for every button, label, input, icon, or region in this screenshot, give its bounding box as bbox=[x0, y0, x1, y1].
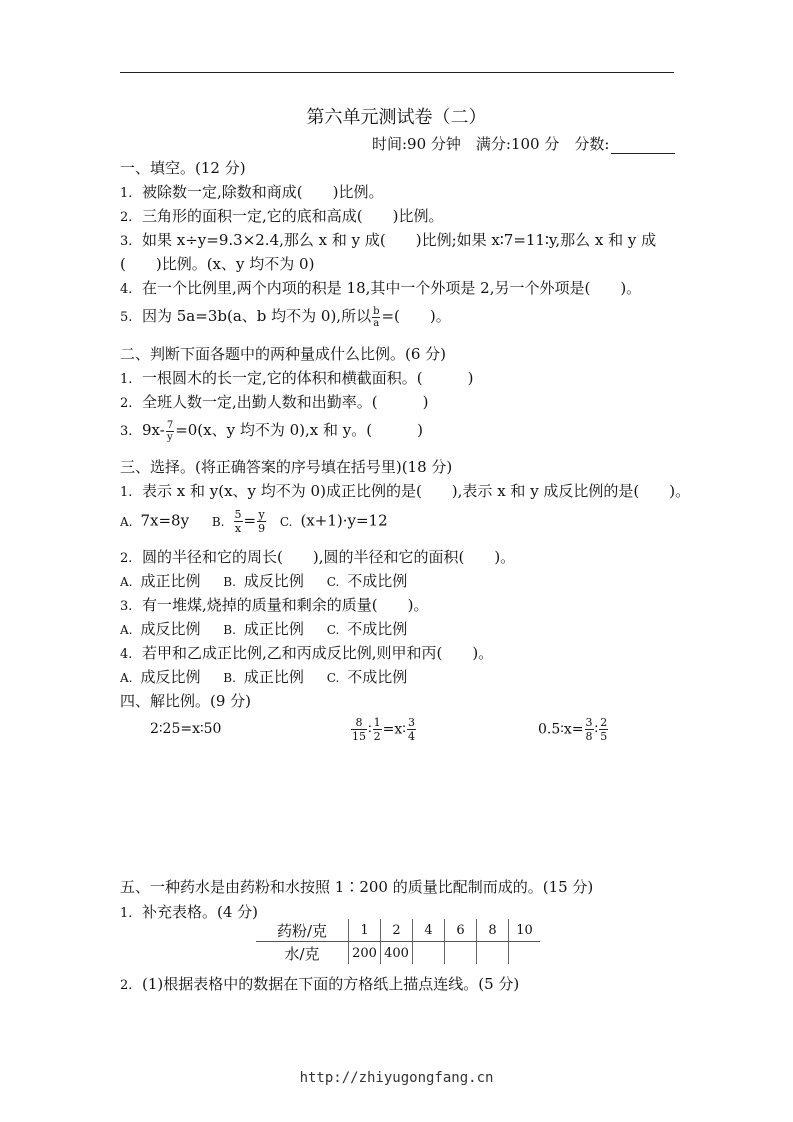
ratio-sign: ∶ bbox=[368, 721, 372, 738]
s3-q2 bbox=[120, 546, 515, 567]
table-row bbox=[256, 919, 540, 942]
table-cell: 4 bbox=[413, 919, 445, 942]
score-blank[interactable] bbox=[611, 139, 675, 154]
proportion-middle: =x∶ bbox=[382, 721, 406, 738]
fraction bbox=[372, 306, 380, 329]
fraction bbox=[351, 716, 367, 743]
table-cell: 1 bbox=[349, 919, 381, 942]
table-cell: 200 bbox=[349, 942, 381, 965]
proportion-1: 2∶25=x∶50 bbox=[150, 721, 222, 737]
denominator: a bbox=[373, 317, 380, 329]
question-text: 表示 x 和 y(x、y 均不为 0)成正比例的是( ),表示 x 和 y 成反比例的是( )。 bbox=[142, 482, 691, 500]
question-number: 4. bbox=[120, 282, 133, 297]
question-text: 圆的半径和它的周长( ),圆的半径和它的面积( )。 bbox=[142, 548, 516, 566]
question-text: 全班人数一定,出勤人数和出勤率。( ) bbox=[142, 393, 429, 411]
s5-q1 bbox=[120, 901, 258, 922]
section-4-heading: 四、解比例。(9 分) bbox=[120, 692, 252, 710]
footer-url: http://zhiyugongfang.cn bbox=[299, 1070, 494, 1086]
option-c-label: C. bbox=[326, 671, 340, 685]
fraction bbox=[257, 508, 266, 535]
numerator: 5 bbox=[234, 508, 242, 521]
option-c: 不成比例 bbox=[347, 668, 408, 686]
question-text: 若甲和乙成正比例,乙和丙成反比例,则甲和丙( )。 bbox=[142, 644, 494, 662]
option-a-label: A. bbox=[120, 671, 133, 685]
option-c: 不成比例 bbox=[347, 572, 408, 590]
question-number: 4. bbox=[120, 647, 133, 662]
exam-info bbox=[372, 133, 675, 154]
option-b-label: B. bbox=[211, 514, 225, 529]
table-cell-blank[interactable] bbox=[413, 942, 445, 965]
question-number: 3. bbox=[120, 599, 133, 614]
numerator: 7 bbox=[166, 419, 174, 431]
numerator: 2 bbox=[600, 716, 608, 729]
table-cell-blank[interactable] bbox=[509, 942, 541, 965]
s3-q1 bbox=[120, 480, 690, 501]
fraction bbox=[373, 716, 382, 743]
question-text: 因为 5a=3b(a、b 均不为 0),所以 bbox=[142, 307, 372, 325]
s2-q2 bbox=[120, 391, 428, 412]
question-number: 2. bbox=[120, 551, 133, 566]
table-cell: 400 bbox=[381, 942, 413, 965]
option-b: 成正比例 bbox=[243, 620, 304, 638]
question-text: 有一堆煤,烧掉的质量和剩余的质量( )。 bbox=[142, 596, 429, 614]
proportion-3 bbox=[538, 716, 609, 743]
numerator: 3 bbox=[407, 716, 415, 729]
question-text: 在一个比例里,两个内项的积是 18,其中一个外项是 2,另一个外项是( )。 bbox=[142, 279, 642, 297]
exam-info-text: 时间:90 分钟 满分:100 分 分数: bbox=[372, 135, 610, 153]
numerator: y bbox=[258, 508, 265, 521]
s5-q2 bbox=[120, 973, 519, 994]
top-rule bbox=[120, 72, 674, 73]
option-a-label: A. bbox=[120, 623, 133, 637]
s1-q5 bbox=[120, 305, 451, 329]
row-label-water: 水/克 bbox=[256, 942, 349, 965]
question-number: 3. bbox=[120, 234, 133, 249]
s1-q4 bbox=[120, 277, 641, 298]
table-cell: 10 bbox=[509, 919, 541, 942]
question-number: 2. bbox=[120, 396, 133, 411]
denominator: 4 bbox=[407, 730, 415, 743]
question-number: 1. bbox=[120, 372, 133, 387]
denominator: 2 bbox=[373, 730, 381, 743]
s3-q4-options bbox=[120, 666, 407, 687]
question-text: 补充表格。(4 分) bbox=[142, 903, 259, 921]
table-cell: 2 bbox=[381, 919, 413, 942]
option-a-label: A. bbox=[120, 575, 133, 589]
option-b-label: B. bbox=[223, 671, 236, 685]
option-b-label: B. bbox=[223, 575, 236, 589]
option-b-label: B. bbox=[223, 623, 236, 637]
s2-q1 bbox=[120, 367, 473, 388]
question-text-end: =0(x、y 均不为 0),x 和 y。( ) bbox=[175, 421, 423, 439]
section-2-heading: 二、判断下面各题中的两种量成什么比例。(6 分) bbox=[120, 345, 447, 363]
fraction bbox=[234, 508, 243, 535]
denominator: 8 bbox=[585, 730, 593, 743]
table-cell: 6 bbox=[445, 919, 477, 942]
table-cell-blank[interactable] bbox=[445, 942, 477, 965]
proportion-start: 0.5∶x= bbox=[538, 721, 584, 738]
option-a: 成反比例 bbox=[140, 668, 201, 686]
question-text: (1)根据表格中的数据在下面的方格纸上描点连线。(5 分) bbox=[142, 975, 520, 993]
section-1-heading: 一、填空。(12 分) bbox=[120, 159, 246, 177]
s3-q1-options bbox=[120, 508, 388, 535]
numerator: 3 bbox=[585, 716, 593, 729]
question-text: 三角形的面积一定,它的底和高成( )比例。 bbox=[142, 207, 444, 225]
page-title: 第六单元测试卷（二） bbox=[306, 107, 487, 128]
numerator: b bbox=[373, 305, 380, 317]
option-a: 7x=8y bbox=[140, 511, 190, 530]
fraction bbox=[585, 716, 594, 743]
option-c-label: C. bbox=[279, 514, 293, 529]
question-number: 1. bbox=[120, 906, 133, 921]
denominator: 15 bbox=[352, 730, 366, 743]
section-5-heading: 五、一种药水是由药粉和水按照 1∶200 的质量比配制而成的。(15 分) bbox=[120, 878, 594, 896]
option-c-label: C. bbox=[326, 623, 340, 637]
s3-q2-options bbox=[120, 570, 407, 591]
denominator: x bbox=[234, 522, 242, 535]
question-number: 3. bbox=[120, 424, 133, 439]
numerator: 1 bbox=[373, 716, 381, 729]
option-a-label: A. bbox=[120, 514, 133, 529]
fraction bbox=[407, 716, 416, 743]
equals-sign: = bbox=[243, 511, 257, 530]
s3-q3-options bbox=[120, 618, 407, 639]
question-text: 被除数一定,除数和商成( )比例。 bbox=[142, 183, 384, 201]
row-label-powder: 药粉/克 bbox=[256, 919, 349, 942]
table-cell: 8 bbox=[477, 919, 509, 942]
table-row bbox=[256, 942, 540, 965]
s2-q3 bbox=[120, 419, 423, 443]
denominator: 5 bbox=[600, 730, 608, 743]
fraction bbox=[166, 420, 174, 443]
option-c-label: C. bbox=[326, 575, 340, 589]
question-number: 1. bbox=[120, 186, 133, 201]
ratio-sign: ∶ bbox=[594, 721, 599, 738]
s1-q2 bbox=[120, 205, 443, 226]
option-b: 成正比例 bbox=[243, 668, 304, 686]
option-c: 不成比例 bbox=[347, 620, 408, 638]
s1-q3-cont: ( )比例。(x、y 均不为 0) bbox=[120, 255, 315, 273]
question-number: 5. bbox=[120, 310, 133, 325]
fraction bbox=[599, 716, 608, 743]
option-c: (x+1)·y=12 bbox=[300, 511, 388, 530]
s3-q4 bbox=[120, 642, 493, 663]
question-text: 9x- bbox=[142, 421, 165, 439]
option-a: 成反比例 bbox=[140, 620, 201, 638]
section-3-heading: 三、选择。(将正确答案的序号填在括号里)(18 分) bbox=[120, 458, 453, 476]
table-cell-blank[interactable] bbox=[477, 942, 509, 965]
numerator: 8 bbox=[351, 716, 367, 730]
ratio-table bbox=[256, 919, 540, 964]
option-a: 成正比例 bbox=[140, 572, 201, 590]
s1-q3 bbox=[120, 229, 656, 250]
s1-q1 bbox=[120, 181, 383, 202]
question-number: 2. bbox=[120, 978, 133, 993]
question-text: 如果 x÷y=9.3×2.4,那么 x 和 y 成( )比例;如果 x∶7=11∶y,那么 x 和 y 成 bbox=[142, 231, 657, 249]
s3-q3 bbox=[120, 594, 428, 615]
question-text-end: =( )。 bbox=[381, 307, 451, 325]
denominator: y bbox=[167, 431, 173, 443]
question-text: 一根圆木的长一定,它的体积和横截面积。( ) bbox=[142, 369, 474, 387]
question-number: 1. bbox=[120, 485, 133, 500]
option-b: 成反比例 bbox=[243, 572, 304, 590]
denominator: 9 bbox=[258, 522, 266, 535]
question-number: 2. bbox=[120, 210, 133, 225]
proportion-2 bbox=[350, 716, 417, 743]
